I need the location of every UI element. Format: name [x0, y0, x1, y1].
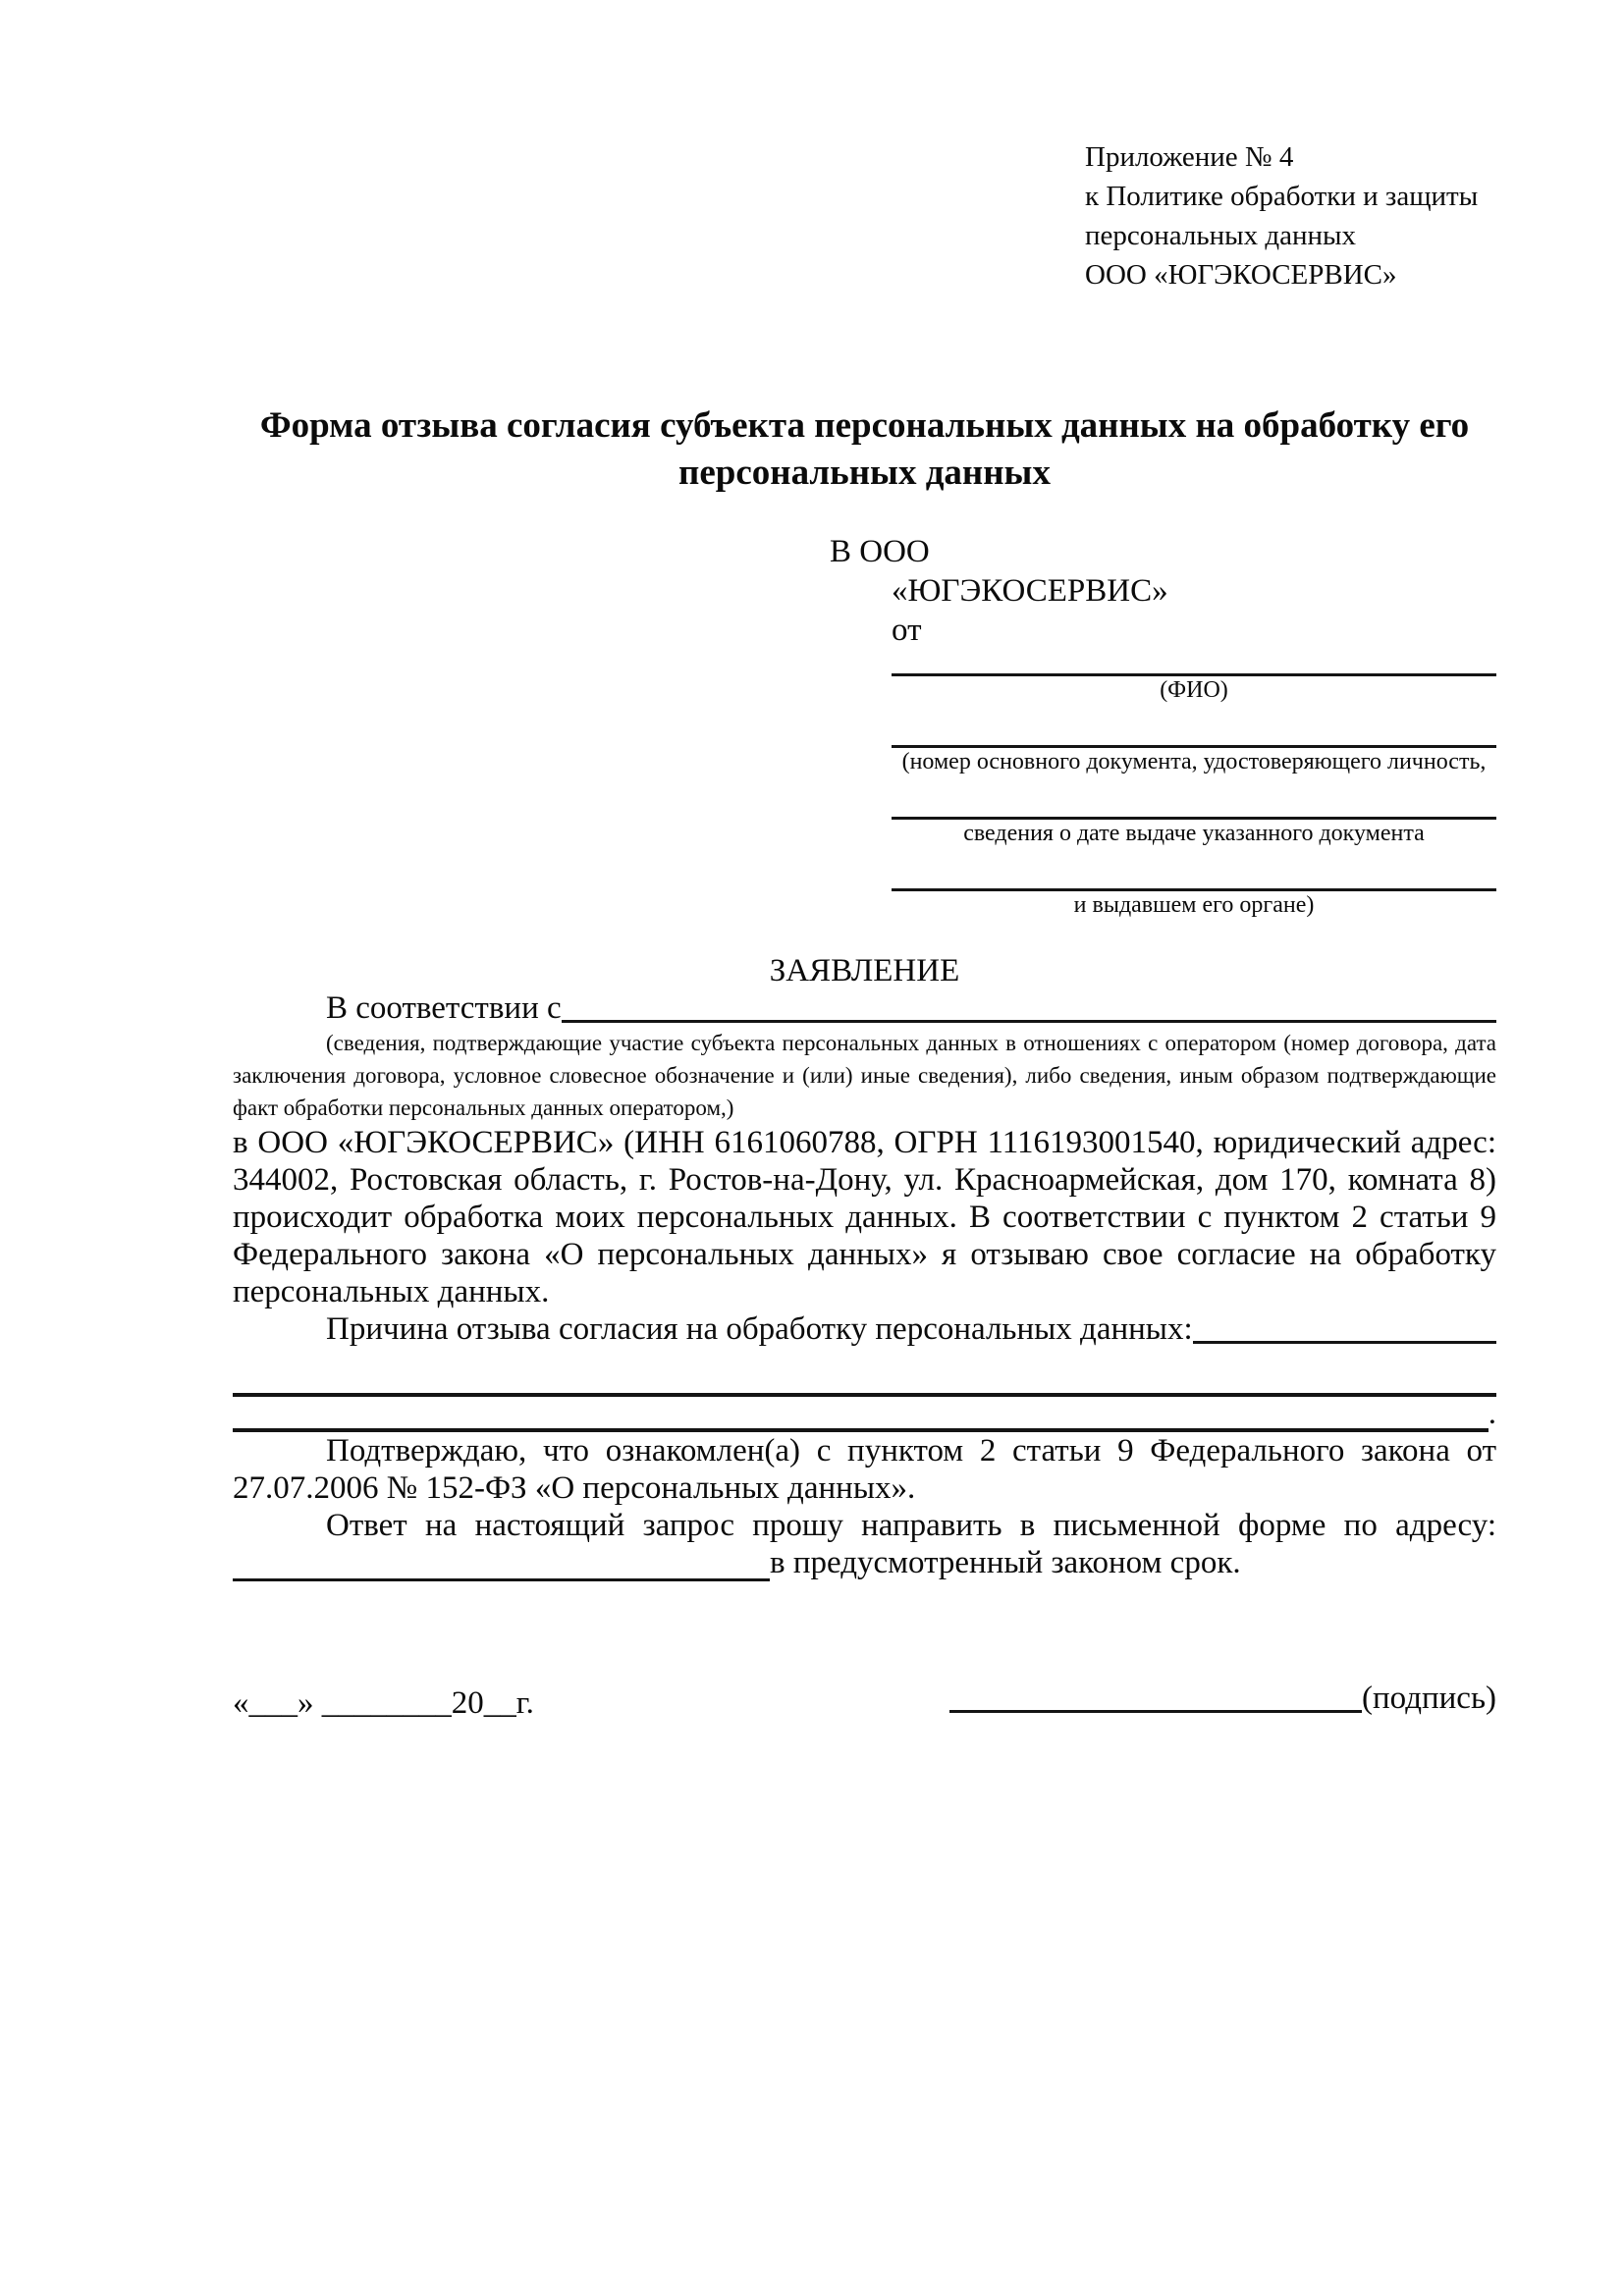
date-signature-row — [233, 1680, 1496, 1722]
intro-blank-line — [562, 1020, 1496, 1023]
issue-date-blank-line — [892, 775, 1496, 820]
form-field-issuing-authority — [892, 847, 1496, 919]
reply-suffix: в предусмотренный законом срок. — [770, 1545, 1241, 1580]
date-blank: «___» ________20__г. — [233, 1685, 534, 1721]
confirmation-paragraph: Подтверждаю, что ознакомлен(а) с пунктом 2 статьи 9 Федерального закона от 27.07.2006 № 152-ФЗ «О персональных данных». — [233, 1433, 1496, 1506]
statement-body: в ООО «ЮГЭКОСЕРВИС» (ИНН 6161060788, ОГРН 1116193001540, юридический адрес: 344002, Ростовская область, г. Ростов-на-Дону, ул. Красноармейская, дом 170, комната 8) происходит обработка моих персональных данных. В соответствии с пунктом 2 статьи 9 Федерального закона «О персональных данных» я отзываю свое согласие на обработку персональных данных. — [233, 1125, 1496, 1309]
reason-period: . — [1488, 1396, 1496, 1431]
fio-blank-line — [892, 650, 1496, 676]
issuing-authority-caption: и выдавшем его органе) — [1073, 892, 1315, 918]
intro-prefix: В соответствии с — [326, 990, 562, 1026]
intro-footnote: (сведения, подтверждающие участие субъекта персональных данных в отношениях с оператором (номер договора, дата заключения договора, условное словесное обозначение и (или) иные сведения), либо сведения, иным образом подтверждающие факт обработки персональных данных оператором,) — [233, 1031, 1496, 1120]
addressee-from-label: от — [892, 613, 922, 648]
appendix-policy-line2: персональных данных — [1085, 220, 1357, 251]
reason-blank-line — [1193, 1341, 1496, 1344]
appendix-company: ООО «ЮГЭКОСЕРВИС» — [1085, 259, 1397, 291]
document-number-blank-line — [892, 704, 1496, 748]
intro-line — [233, 989, 1496, 1027]
form-field-document-number — [892, 704, 1496, 775]
signature-blank-line — [949, 1682, 1362, 1713]
fio-caption: (ФИО) — [1160, 677, 1228, 703]
document-number-caption: (номер основного документа, удостоверяющего личность, — [901, 749, 1487, 774]
reason-blank-line-3 — [233, 1397, 1496, 1432]
issuing-authority-blank-line — [892, 847, 1496, 891]
issue-date-caption: сведения о дате выдаче указанного документа — [963, 821, 1425, 846]
form-field-fio — [892, 650, 1496, 704]
form-field-issue-date — [892, 775, 1496, 847]
reply-address-line — [233, 1544, 1496, 1581]
appendix-header — [1085, 137, 1496, 294]
statement-heading: ЗАЯВЛЕНИЕ — [769, 953, 960, 988]
address-blank-line — [233, 1551, 770, 1581]
addressee-block — [830, 532, 1496, 919]
signature-group — [949, 1680, 1496, 1717]
addressee-to-label: В ООО — [830, 534, 930, 569]
reason-prefix: Причина отзыва согласия на обработку персональных данных: — [326, 1311, 1193, 1347]
addressee-org-name: «ЮГЭКОСЕРВИС» — [892, 573, 1168, 609]
signature-caption: (подпись) — [1362, 1681, 1496, 1716]
reply-request-line: Ответ на настоящий запрос прошу направить в письменной форме по адресу: — [326, 1508, 1496, 1543]
reason-blank-line-2 — [233, 1356, 1496, 1397]
page-title: Форма отзыва согласия субъекта персональных данных на обработку его персональных данных — [259, 405, 1470, 493]
appendix-number: Приложение № 4 — [1085, 141, 1294, 173]
appendix-policy-line: к Политике обработки и защиты — [1085, 181, 1479, 212]
reason-line — [233, 1310, 1496, 1348]
